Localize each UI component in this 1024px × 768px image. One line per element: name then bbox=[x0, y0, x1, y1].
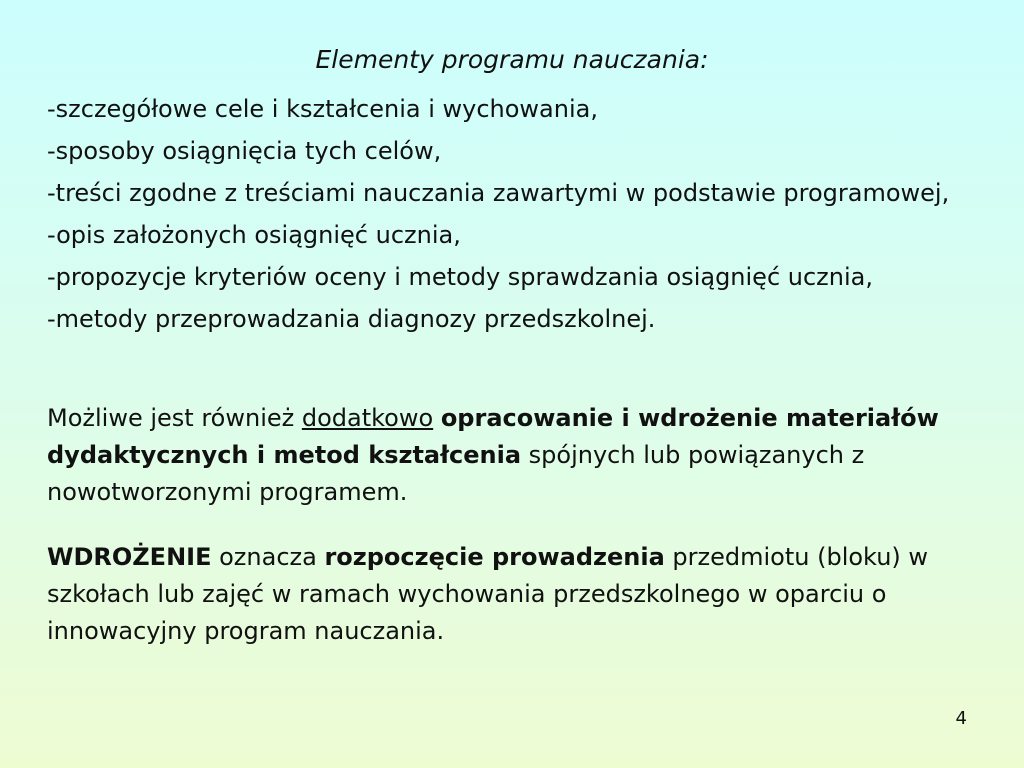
list-item: -treści zgodne z treściami nauczania zawartymi w podstawie programowej, bbox=[47, 179, 950, 207]
list-item: -metody przeprowadzania diagnozy przedszkolnej. bbox=[47, 305, 656, 333]
paragraph2-term: WDROŻENIE bbox=[47, 543, 212, 571]
paragraph-implementation bbox=[47, 539, 987, 650]
paragraph1-end: spójnych lub powiązanych z nowotworzonymi programem. bbox=[47, 441, 865, 506]
paragraph1-space bbox=[433, 404, 441, 432]
paragraph2-end: przedmiotu (bloku) w szkołach lub zajęć w ramach wychowania przedszkolnego w oparciu o innowacyjny program nauczania. bbox=[47, 543, 929, 645]
paragraph2-bold: rozpoczęcie prowadzenia bbox=[324, 543, 665, 571]
paragraph-additional-materials bbox=[47, 400, 987, 511]
list-item: -opis założonych osiągnięć ucznia, bbox=[47, 221, 461, 249]
page-number: 4 bbox=[955, 708, 967, 729]
list-item: -szczegółowe cele i kształcenia i wychowania, bbox=[47, 95, 598, 123]
slide-title: Elementy programu nauczania: bbox=[315, 45, 709, 74]
paragraph2-text: oznacza bbox=[211, 543, 325, 571]
paragraph1-bold: opracowanie i wdrożenie materiałów dydaktycznych i metod kształcenia bbox=[47, 404, 939, 469]
paragraph1-underlined: dodatkowo bbox=[301, 404, 434, 432]
elements-list bbox=[47, 92, 987, 344]
list-item: -propozycje kryteriów oceny i metody sprawdzania osiągnięć ucznia, bbox=[47, 263, 873, 291]
paragraph1-text: Możliwe jest również bbox=[47, 404, 302, 432]
list-item: -sposoby osiągnięcia tych celów, bbox=[47, 137, 442, 165]
